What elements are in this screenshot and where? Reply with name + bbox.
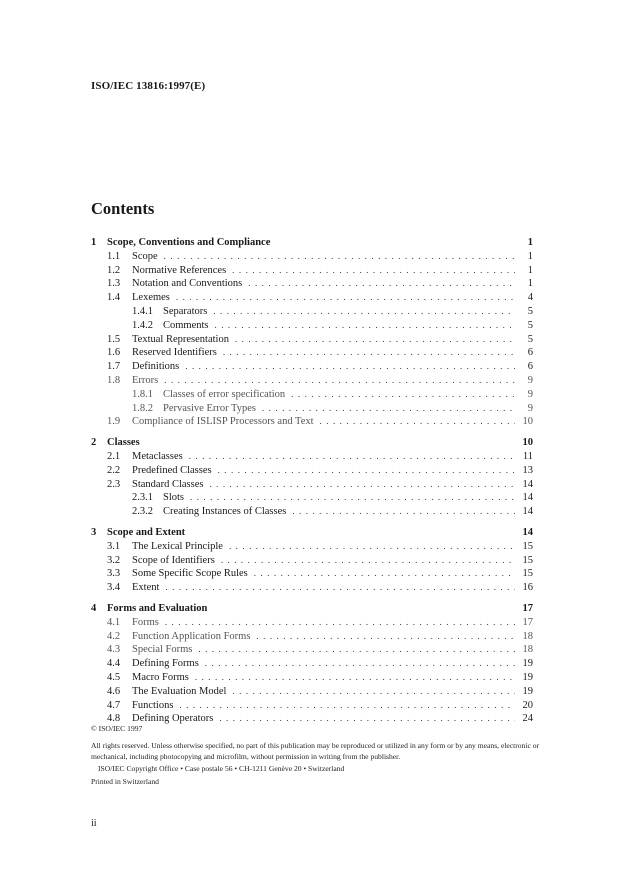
toc-page: 9 xyxy=(527,374,533,386)
toc-title: Scope of Identifiers xyxy=(132,554,215,566)
dot-leader xyxy=(318,415,515,429)
toc-number: 3 xyxy=(91,526,97,538)
dot-leader xyxy=(252,567,515,581)
toc-number: 1.8.1 xyxy=(132,388,153,400)
dot-leader xyxy=(188,491,515,505)
dot-leader xyxy=(227,540,515,554)
toc-page: 15 xyxy=(522,554,533,566)
toc-entry[interactable] xyxy=(91,250,533,264)
toc-title: Standard Classes xyxy=(132,478,204,490)
toc-page: 4 xyxy=(527,292,533,304)
toc-title: Lexemes xyxy=(132,292,170,304)
page-number: ii xyxy=(91,818,97,829)
toc-title: Separators xyxy=(163,305,208,317)
toc-number: 2.3.1 xyxy=(132,492,153,504)
toc-title: Scope xyxy=(132,250,158,262)
toc-number: 4 xyxy=(91,602,97,614)
toc-number: 1.9 xyxy=(107,416,121,428)
printed-in: Printed in Switzerland xyxy=(91,777,159,787)
toc-page: 17 xyxy=(522,602,533,614)
toc-entry[interactable] xyxy=(91,699,533,713)
dot-leader xyxy=(187,450,515,464)
toc-number: 1.4.2 xyxy=(132,319,153,331)
toc-page: 1 xyxy=(527,264,533,276)
toc-entry[interactable] xyxy=(91,554,533,568)
toc-number: 4.2 xyxy=(107,630,121,642)
toc-number: 4.1 xyxy=(107,616,121,628)
toc-title: The Evaluation Model xyxy=(132,685,227,697)
toc-page: 18 xyxy=(522,644,533,656)
toc-number: 1.4.1 xyxy=(132,305,153,317)
toc-page: 13 xyxy=(522,464,533,476)
toc-chapter[interactable] xyxy=(91,436,533,450)
toc-subentry[interactable] xyxy=(91,402,533,416)
toc-number: 1.8.2 xyxy=(132,402,153,414)
toc-entry[interactable] xyxy=(91,333,533,347)
toc-subentry[interactable] xyxy=(91,505,533,519)
dot-leader xyxy=(203,657,515,671)
copyright-office-address: ISO/IEC Copyright Office • Case postale 56 • CH-1211 Genève 20 • Switzerland xyxy=(98,763,345,773)
toc-page: 17 xyxy=(522,616,533,628)
toc-title: Errors xyxy=(132,374,159,386)
toc-number: 2 xyxy=(91,437,97,449)
copyright-line: © ISO/IEC 1997 xyxy=(91,724,143,733)
dot-leader xyxy=(196,643,515,657)
toc-title: Scope and Extent xyxy=(107,526,186,538)
dot-leader xyxy=(177,699,515,713)
toc-number: 2.2 xyxy=(107,464,121,476)
toc-entry[interactable] xyxy=(91,478,533,492)
dot-leader xyxy=(162,250,515,264)
toc-page: 19 xyxy=(522,671,533,683)
dot-leader xyxy=(207,478,515,492)
toc-entry[interactable] xyxy=(91,616,533,630)
toc-entry[interactable] xyxy=(91,643,533,657)
rights-statement: All rights reserved. Unless otherwise specified, no part of this publication may be reproduced or utilized in any form or by any means, electronic or mechanical, including photocopying and microfilm, without permission in writing from the publisher. xyxy=(91,741,540,761)
toc-number: 1.6 xyxy=(107,347,121,359)
toc-section-1 xyxy=(91,236,533,429)
toc-section-4 xyxy=(91,602,533,726)
dot-leader xyxy=(213,319,515,333)
toc-title: Definitions xyxy=(132,361,180,373)
toc-subentry[interactable] xyxy=(91,305,533,319)
toc-number: 3.4 xyxy=(107,582,121,594)
toc-number: 4.5 xyxy=(107,671,121,683)
toc-page: 9 xyxy=(527,402,533,414)
toc-entry[interactable] xyxy=(91,415,533,429)
toc-entry[interactable] xyxy=(91,346,533,360)
toc-number: 4.6 xyxy=(107,685,121,697)
toc-page: 14 xyxy=(522,506,533,518)
contents-heading: Contents xyxy=(91,199,155,218)
toc-chapter[interactable] xyxy=(91,526,533,540)
toc-page: 11 xyxy=(522,450,533,462)
toc-title: Metaclasses xyxy=(132,450,183,462)
toc-number: 1 xyxy=(91,237,97,248)
toc-title: Slots xyxy=(163,492,185,504)
toc-entry[interactable] xyxy=(91,657,533,671)
toc-title: Defining Operators xyxy=(132,713,214,725)
toc-title: Macro Forms xyxy=(132,671,189,683)
toc-entry[interactable] xyxy=(91,464,533,478)
dot-leader xyxy=(183,360,515,374)
toc-number: 3.2 xyxy=(107,554,121,566)
toc-number: 4.3 xyxy=(107,644,121,656)
toc-title: The Lexical Principle xyxy=(132,540,223,552)
toc-number: 2.3.2 xyxy=(132,506,153,518)
toc-number: 1.7 xyxy=(107,361,121,373)
toc-page: 1 xyxy=(527,237,533,248)
toc-number: 1.5 xyxy=(107,333,121,345)
toc-title: Notation and Conventions xyxy=(132,278,243,290)
toc-title: Pervasive Error Types xyxy=(163,402,256,414)
toc-number: 4.7 xyxy=(107,699,121,711)
toc-page: 15 xyxy=(522,568,533,580)
toc-page: 5 xyxy=(527,319,533,331)
dot-leader xyxy=(233,333,515,347)
toc-title: Functions xyxy=(132,699,174,711)
toc-title: Normative References xyxy=(132,264,227,276)
toc-subentry[interactable] xyxy=(91,388,533,402)
dot-leader xyxy=(162,374,515,388)
toc-entry[interactable] xyxy=(91,630,533,644)
toc-page: 6 xyxy=(527,347,533,359)
dot-leader xyxy=(163,616,515,630)
toc-entry[interactable] xyxy=(91,374,533,388)
dot-leader xyxy=(254,630,515,644)
toc-entry[interactable] xyxy=(91,291,533,305)
toc-number: 1.8 xyxy=(107,374,121,386)
toc-page: 10 xyxy=(522,437,533,449)
dot-leader xyxy=(290,505,515,519)
toc-number: 4.8 xyxy=(107,713,121,725)
toc-title: Special Forms xyxy=(132,644,193,656)
toc-entry[interactable] xyxy=(91,671,533,685)
toc-entry[interactable] xyxy=(91,685,533,699)
toc-number: 4.4 xyxy=(107,658,121,670)
dot-leader xyxy=(230,264,515,278)
toc-entry[interactable] xyxy=(91,567,533,581)
toc-page: 14 xyxy=(522,526,533,538)
toc-page: 18 xyxy=(522,630,533,642)
dot-leader xyxy=(246,277,515,291)
toc-page: 15 xyxy=(522,540,533,552)
toc-number: 2.3 xyxy=(107,478,121,490)
toc-title: Some Specific Scope Rules xyxy=(132,568,248,580)
toc-title: Predefined Classes xyxy=(132,464,212,476)
toc-title: Classes xyxy=(107,437,140,449)
toc-entry[interactable] xyxy=(91,450,533,464)
toc-title: Extent xyxy=(132,582,160,594)
dot-leader xyxy=(174,291,515,305)
toc-title: Function Application Forms xyxy=(132,630,251,642)
toc-page: 14 xyxy=(522,492,533,504)
toc-page: 20 xyxy=(522,699,533,711)
dot-leader xyxy=(193,671,515,685)
toc-number: 1.1 xyxy=(107,250,121,262)
dot-leader xyxy=(221,346,515,360)
toc-entry[interactable] xyxy=(91,581,533,595)
toc-page: 16 xyxy=(522,582,533,594)
toc-title: Forms and Evaluation xyxy=(107,602,208,614)
toc-title: Creating Instances of Classes xyxy=(163,506,287,518)
toc-entry[interactable] xyxy=(91,277,533,291)
table-of-contents xyxy=(91,236,533,733)
toc-page: 24 xyxy=(522,713,533,725)
toc-chapter[interactable] xyxy=(91,602,533,616)
toc-section-2 xyxy=(91,436,533,519)
toc-entry[interactable] xyxy=(91,540,533,554)
toc-title: Textual Representation xyxy=(132,333,229,345)
dot-leader xyxy=(211,305,515,319)
toc-title: Forms xyxy=(132,616,159,628)
toc-page: 9 xyxy=(527,388,533,400)
toc-title: Scope, Conventions and Compliance xyxy=(107,237,271,248)
toc-title: Comments xyxy=(163,319,209,331)
toc-number: 2.1 xyxy=(107,450,121,462)
dot-leader xyxy=(230,685,515,699)
toc-page: 19 xyxy=(522,658,533,670)
toc-page: 1 xyxy=(527,250,533,262)
toc-subentry[interactable] xyxy=(91,491,533,505)
toc-entry[interactable] xyxy=(91,264,533,278)
toc-page: 6 xyxy=(527,361,533,373)
toc-page: 14 xyxy=(522,478,533,490)
toc-number: 1.3 xyxy=(107,278,121,290)
toc-page: 1 xyxy=(527,278,533,290)
toc-title: Defining Forms xyxy=(132,658,199,670)
dot-leader xyxy=(219,554,515,568)
document-id: ISO/IEC 13816:1997(E) xyxy=(91,80,206,92)
toc-subentry[interactable] xyxy=(91,319,533,333)
toc-title: Classes of error specification xyxy=(163,388,286,400)
dot-leader xyxy=(163,581,515,595)
dot-leader xyxy=(260,402,515,416)
toc-number: 3.1 xyxy=(107,540,121,552)
dot-leader xyxy=(289,388,515,402)
toc-title: Reserved Identifiers xyxy=(132,347,217,359)
toc-entry[interactable] xyxy=(91,360,533,374)
toc-page: 10 xyxy=(522,416,533,428)
dot-leader xyxy=(216,464,515,478)
toc-number: 3.3 xyxy=(107,568,121,580)
toc-chapter[interactable] xyxy=(91,236,533,250)
toc-number: 1.4 xyxy=(107,292,121,304)
toc-section-3 xyxy=(91,526,533,595)
toc-page: 19 xyxy=(522,685,533,697)
toc-title: Compliance of ISLISP Processors and Text xyxy=(132,416,314,428)
toc-page: 5 xyxy=(527,305,533,317)
toc-page: 5 xyxy=(527,333,533,345)
toc-number: 1.2 xyxy=(107,264,121,276)
copyright-notice xyxy=(91,724,551,787)
